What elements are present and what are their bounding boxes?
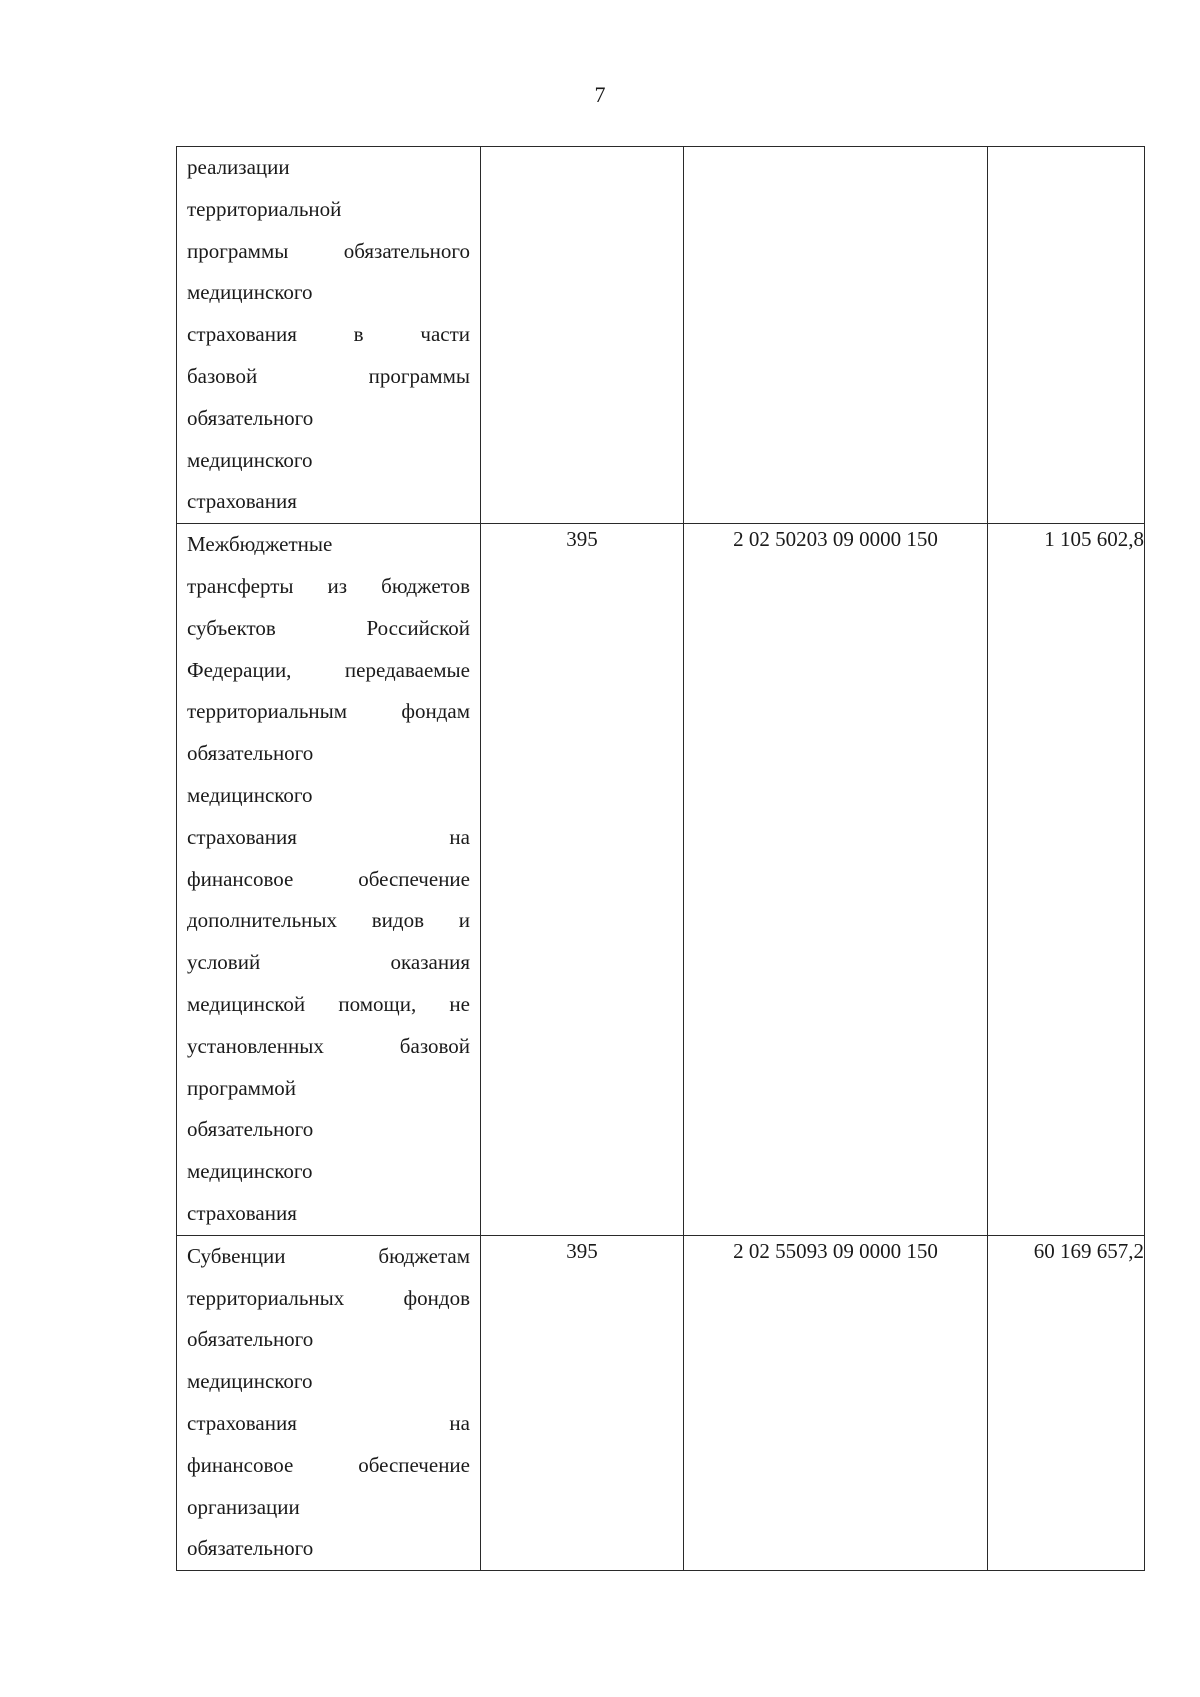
income-name-line: медицинской помощи, не (187, 991, 470, 1016)
income-name-cell (177, 147, 481, 524)
income-name-line: медицинского (187, 280, 313, 305)
income-name-line: Федерации, передаваемые (187, 657, 470, 682)
income-name-line: медицинского (187, 782, 313, 807)
income-name-line: организации (187, 1494, 300, 1519)
admin-code-cell: 395 (481, 1235, 684, 1570)
budget-code-cell: 2 02 55093 09 0000 150 (684, 1235, 988, 1570)
amount-cell: 60 169 657,2 (988, 1235, 1145, 1570)
income-name-line: Межбюджетные (187, 532, 333, 557)
income-name-line: страхования на (187, 824, 470, 849)
income-name-line: условий оказания (187, 950, 470, 975)
admin-code-cell (481, 147, 684, 524)
budget-table (176, 146, 1145, 1571)
income-name-line: финансовое обеспечение (187, 866, 470, 891)
income-name-line: медицинского (187, 447, 313, 472)
income-name-line: обязательного (187, 741, 314, 766)
income-name-line: обязательного (187, 1536, 314, 1561)
income-name-text (177, 524, 480, 1235)
income-name-line: финансовое обеспечение (187, 1452, 470, 1477)
income-name-text (177, 147, 480, 523)
income-name-text (177, 1236, 480, 1570)
income-name-line: Субвенции бюджетам (187, 1243, 470, 1268)
income-name-line: территориальным фондам (187, 699, 470, 724)
income-name-line: трансферты из бюджетов (187, 573, 470, 598)
table-row (177, 147, 1145, 524)
income-name-cell (177, 1235, 481, 1570)
budget-code-cell (684, 147, 988, 524)
budget-code-cell: 2 02 50203 09 0000 150 (684, 524, 988, 1236)
income-name-line: обязательного (187, 405, 314, 430)
amount-cell (988, 147, 1145, 524)
table-body (177, 147, 1145, 1571)
income-name-line: базовой программы (187, 363, 470, 388)
income-name-line: реализации (187, 155, 290, 179)
income-name-line: страхования (187, 1200, 297, 1225)
income-name-line: страхования в части (187, 322, 470, 347)
income-name-line: дополнительных видов и (187, 908, 470, 933)
income-name-line: медицинского (187, 1369, 313, 1394)
income-name-line: субъектов Российской (187, 615, 470, 640)
admin-code-cell: 395 (481, 524, 684, 1236)
income-name-line: территориальной (187, 196, 342, 221)
income-name-line: страхования (187, 489, 297, 514)
income-name-cell (177, 524, 481, 1236)
income-name-line: программой (187, 1075, 296, 1100)
table-row (177, 1235, 1145, 1570)
page-number: 7 (594, 82, 606, 107)
income-name-line: обязательного (187, 1117, 314, 1142)
income-name-line: обязательного (187, 1327, 314, 1352)
income-name-line: территориальных фондов (187, 1285, 470, 1310)
income-name-line: страхования на (187, 1410, 470, 1435)
income-name-line: установленных базовой (187, 1033, 470, 1058)
table-row (177, 524, 1145, 1236)
amount-cell: 1 105 602,8 (988, 524, 1145, 1236)
income-name-line: медицинского (187, 1159, 313, 1184)
income-name-line: программы обязательного (187, 238, 470, 263)
